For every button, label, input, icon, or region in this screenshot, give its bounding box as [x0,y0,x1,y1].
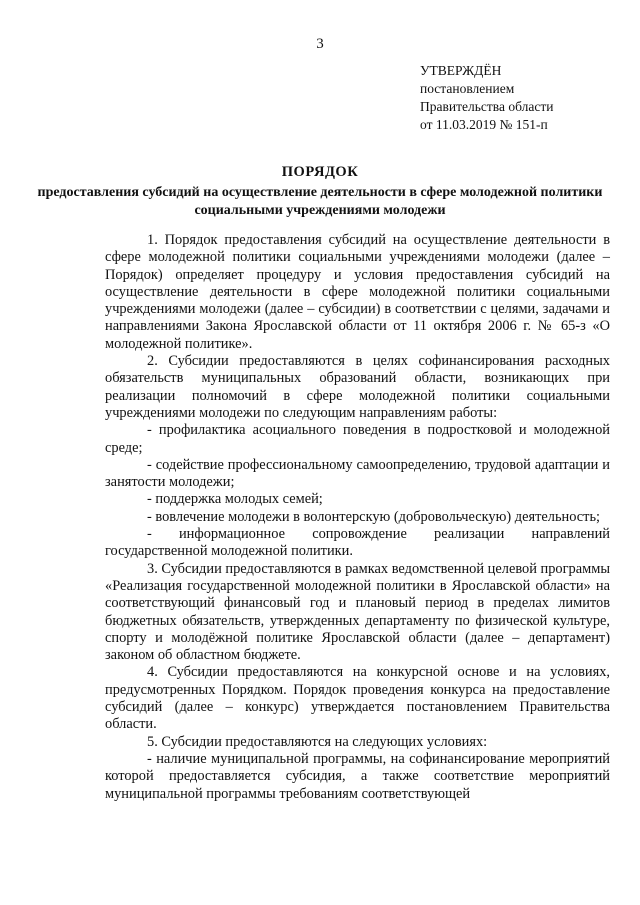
list-item-volunteering: - вовлечение молодежи в волонтерскую (добровольческую) деятельность; [147,508,601,525]
approval-line-1: УТВЕРЖДЁН [420,63,502,78]
approval-stamp [420,62,553,134]
paragraph-3: 3. Субсидии предоставляются в рамках ведомственной целевой программы «Реализация государственной молодежной политики в Ярославской области» на соответствующий финансовый год и плановый период в пределах лимитов бюджетных обязательств, утвержденных департаменту по физической культуре, спорту и молодёжной политике Ярославской области (далее – департамент) законом об областном бюджете. [105,560,610,664]
document-subtitle: предоставления субсидий на осуществление деятельности в сфере молодежной политики социальными учреждениями молодежи [37,185,603,218]
list-item-information: - информационное сопровождение реализации направлений государственной молодежной политики. [105,526,610,560]
approval-line-3: Правительства области [420,99,554,114]
list-item-families: - поддержка молодых семей; [147,491,323,508]
paragraph-4: 4. Субсидии предоставляются на конкурсной основе и на условиях, предусмотренных Порядком. Порядок проведения конкурса на предоставление субсидий (далее – конкурс) утверждается постановлением Правительства области. [105,664,610,733]
list-item-municipal-program: - наличие муниципальной программы, на софинансирование мероприятий которой предоставляется субсидия, а также соответствие мероприятий муниципальной программы требованиям соответствующей [105,750,610,802]
paragraph-2: 2. Субсидии предоставляются в целях софинансирования расходных обязательств муниципальных образований области, возникающих при реализации полномочий в сфере молодежной политики социальными учреждениями молодежи по следующим направлениям работы: [105,353,610,421]
document-body [105,232,610,803]
paragraph-5: 5. Субсидии предоставляются на следующих условиях: [147,733,488,750]
approval-line-2: постановлением [420,81,515,96]
paragraph-1: 1. Порядок предоставления субсидий на осуществление деятельности в сфере молодежной политики социальными учреждениями молодежи (далее – Порядок) определяет процедуру и условия предоставления субсидий на осуществление деятельности в сфере молодежной политики социальными учреждениями молодежи (далее – субсидии) в соответствии с целями, задачами и направлениями Закона Ярославской области от 11 октября 2006 г. № 65-з «О молодежной политике». [105,232,610,352]
page-number: 3 [316,36,324,52]
list-item-prevention: - профилактика асоциального поведения в подростковой и молодежной среде; [105,422,610,456]
document-title: ПОРЯДОК [281,164,359,180]
list-item-employment: - содействие профессиональному самоопределению, трудовой адаптации и занятости молодежи; [105,456,610,491]
document-title-block [0,163,640,220]
approval-line-4: от 11.03.2019 № 151-п [420,117,548,132]
